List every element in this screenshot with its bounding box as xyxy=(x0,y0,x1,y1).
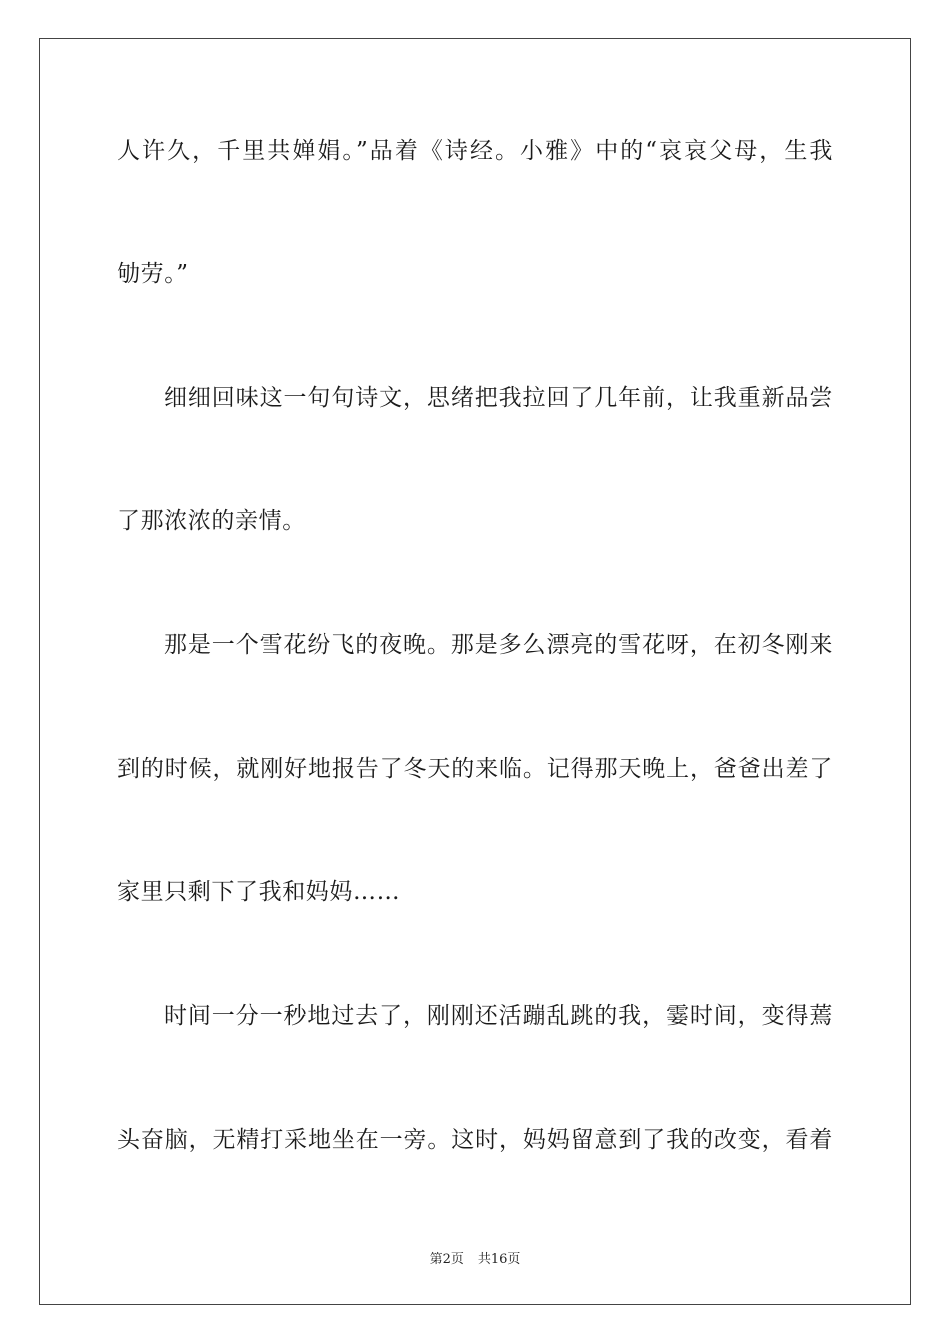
page-number: 第2页 xyxy=(429,1252,464,1267)
page-frame xyxy=(39,38,911,1305)
text-line: 了那浓浓的亲情。 xyxy=(117,508,306,534)
text-line: 家里只剩下了我和妈妈…… xyxy=(117,879,401,905)
text-line: 细细回味这一句句诗文，思绪把我拉回了几年前，让我重新品尝 xyxy=(164,385,833,411)
text-line: 到的时候，就刚好地报告了冬天的来临。记得那天晚上，爸爸出差了 xyxy=(117,756,833,782)
text-line: 那是一个雪花纷飞的夜晚。那是多么漂亮的雪花呀，在初冬刚来 xyxy=(164,632,833,658)
page-footer xyxy=(0,1248,950,1267)
text-line: 时间一分一秒地过去了，刚刚还活蹦乱跳的我，霎时间，变得蔫 xyxy=(164,1003,833,1029)
page-total: 共16页 xyxy=(477,1252,521,1267)
text-line: 劬劳。” xyxy=(117,261,189,287)
text-line: 头奋脑，无精打采地坐在一旁。这时，妈妈留意到了我的改变，看着 xyxy=(117,1127,833,1153)
text-line: 人许久，千里共婵娟。”品着《诗经。小雅》中的“哀哀父母，生我 xyxy=(117,138,833,164)
